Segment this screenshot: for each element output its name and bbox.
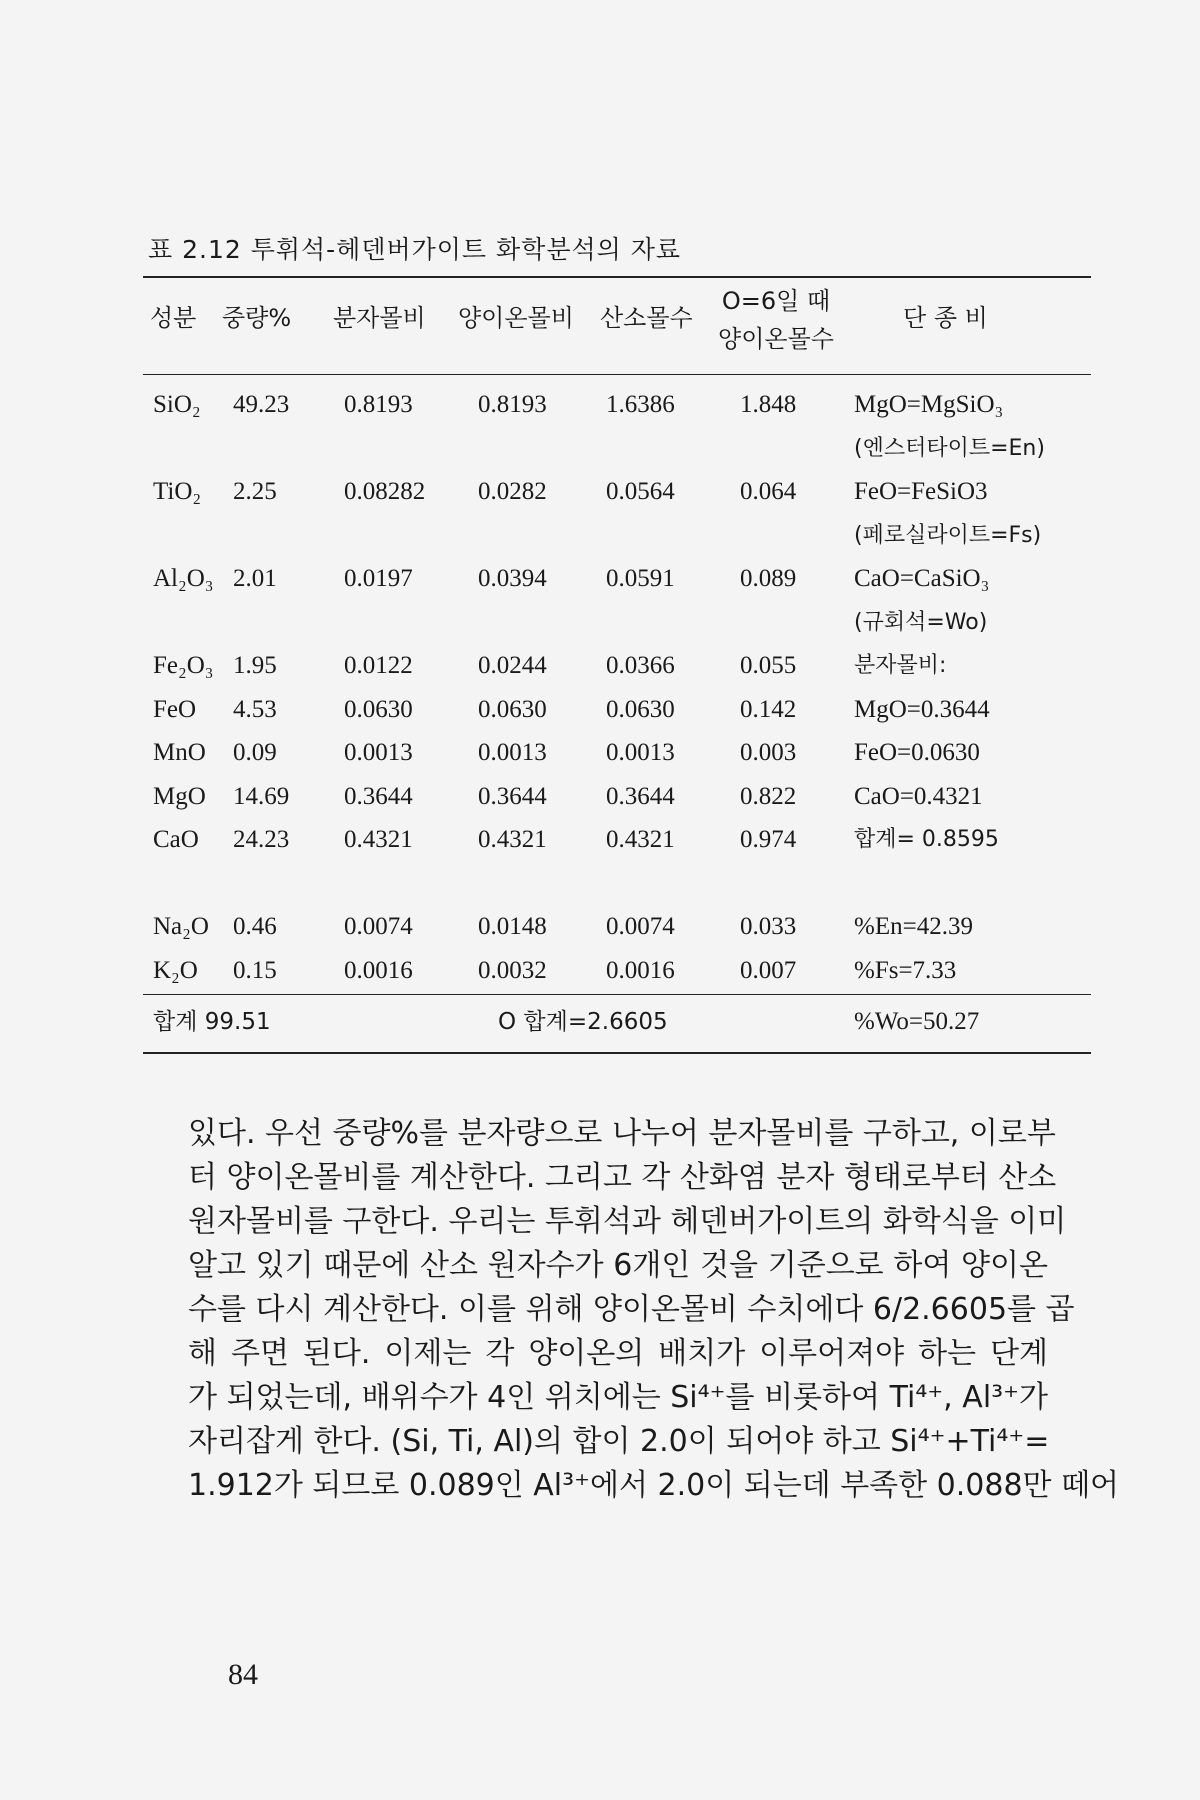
cell-cation-prop: 0.0282 <box>478 478 547 505</box>
cell-note: %Fs=7.33 <box>854 957 957 984</box>
cell-oxide: Al₂O₃ <box>153 565 214 592</box>
body-line: 1.912가 되므로 0.089인 Al³⁺에서 2.0이 되는데 부족한 0.088만 떼어 <box>188 1468 1120 1503</box>
totals-top-rule <box>143 994 1091 995</box>
body-line: 자리잡게 한다. (Si, Ti, Al)의 합이 2.0이 되어야 하고 Si⁴⁺+Ti⁴⁺= <box>188 1424 1050 1459</box>
cell-oxygen-num: 0.0013 <box>606 739 675 766</box>
cell-o6: 0.033 <box>740 913 797 940</box>
cell-weight: 24.23 <box>233 826 290 853</box>
body-line: 알고 있기 때문에 산소 원자수가 6개인 것을 기준으로 하여 양이온 <box>188 1248 1048 1283</box>
cell-note: CaO=CaSiO₃ <box>854 565 990 592</box>
cell-weight: 0.15 <box>233 957 277 984</box>
body-line: 해 주면 된다. 이제는 각 양이온의 배치가 이루어져야 하는 단계 <box>188 1336 1048 1371</box>
cell-oxide: CaO <box>153 826 199 853</box>
cell-weight: 0.46 <box>233 913 277 940</box>
cell-cation-prop: 0.0244 <box>478 652 547 679</box>
header-oxygen-num: 산소몰수 <box>600 304 693 332</box>
cell-oxide: K₂O <box>153 957 198 984</box>
cell-weight: 2.01 <box>233 565 277 592</box>
header-component: 성분 <box>150 304 197 332</box>
cell-oxide: TiO₂ <box>153 478 202 505</box>
header-cation-prop: 양이온몰비 <box>458 304 574 332</box>
cell-mol-prop: 0.4321 <box>344 826 413 853</box>
totals-label: 합계 99.51 <box>153 1009 271 1035</box>
cell-oxide: FeO <box>153 696 197 723</box>
cell-mol-prop: 0.0197 <box>344 565 413 592</box>
cell-weight: 1.95 <box>233 652 277 679</box>
cell-note: (엔스터타이트=En) <box>854 436 1045 461</box>
cell-cation-prop: 0.8193 <box>478 391 547 418</box>
cell-oxygen-num: 0.4321 <box>606 826 675 853</box>
cell-note: FeO=0.0630 <box>854 739 980 766</box>
cell-o6: 0.055 <box>740 652 797 679</box>
cell-weight: 14.69 <box>233 783 290 810</box>
cell-oxide: SiO₂ <box>153 391 201 418</box>
cell-o6: 0.007 <box>740 957 797 984</box>
cell-oxygen-num: 0.0630 <box>606 696 675 723</box>
cell-mol-prop: 0.0122 <box>344 652 413 679</box>
cell-cation-prop: 0.0032 <box>478 957 547 984</box>
cell-mol-prop: 0.8193 <box>344 391 413 418</box>
totals-wo: %Wo=50.27 <box>854 1008 980 1035</box>
body-line: 있다. 우선 중량%를 분자량으로 나누어 분자몰비를 구하고, 이로부 <box>188 1116 1056 1151</box>
cell-o6: 0.003 <box>740 739 797 766</box>
cell-mol-prop: 0.0013 <box>344 739 413 766</box>
cell-note: CaO=0.4321 <box>854 783 983 810</box>
cell-mol-prop: 0.3644 <box>344 783 413 810</box>
header-o6 <box>712 282 840 358</box>
cell-o6: 0.089 <box>740 565 797 592</box>
cell-note: FeO=FeSiO3 <box>854 478 988 505</box>
cell-mol-prop: 0.0074 <box>344 913 413 940</box>
table-bottom-rule <box>143 1052 1091 1054</box>
table-top-rule <box>143 276 1091 278</box>
cell-o6: 0.822 <box>740 783 797 810</box>
body-line: 가 되었는데, 배위수가 4인 위치에는 Si⁴⁺를 비롯하여 Ti⁴⁺, Al³⁺가 <box>188 1380 1048 1415</box>
page-number: 84 <box>228 1658 258 1691</box>
cell-o6: 0.142 <box>740 696 797 723</box>
body-line: 원자몰비를 구한다. 우리는 투휘석과 헤덴버가이트의 화학식을 이미 <box>188 1204 1067 1239</box>
cell-weight: 49.23 <box>233 391 290 418</box>
cell-note: MgO=MgSiO₃ <box>854 391 1004 418</box>
cell-o6: 0.064 <box>740 478 797 505</box>
cell-cation-prop: 0.0148 <box>478 913 547 940</box>
header-weight: 중량% <box>222 304 292 332</box>
body-line: 수를 다시 계산한다. 이를 위해 양이온몰비 수치에다 6/2.6605를 곱 <box>188 1292 1075 1327</box>
cell-cation-prop: 0.0630 <box>478 696 547 723</box>
cell-oxygen-num: 0.0591 <box>606 565 675 592</box>
cell-note: 합계= 0.8595 <box>854 827 999 852</box>
cell-mol-prop: 0.08282 <box>344 478 426 505</box>
cell-oxygen-num: 0.3644 <box>606 783 675 810</box>
cell-cation-prop: 0.3644 <box>478 783 547 810</box>
cell-cation-prop: 0.4321 <box>478 826 547 853</box>
cell-mol-prop: 0.0016 <box>344 957 413 984</box>
cell-mol-prop: 0.0630 <box>344 696 413 723</box>
cell-oxide: Fe₂O₃ <box>153 652 214 679</box>
cell-oxygen-num: 0.0016 <box>606 957 675 984</box>
cell-note: 분자몰비: <box>854 653 947 678</box>
cell-weight: 0.09 <box>233 739 277 766</box>
totals-oxygen-sum: O 합계=2.6605 <box>498 1009 668 1035</box>
body-line: 터 양이온몰비를 계산한다. 그리고 각 산화염 분자 형태로부터 산소 <box>188 1160 1057 1195</box>
cell-cation-prop: 0.0013 <box>478 739 547 766</box>
cell-cation-prop: 0.0394 <box>478 565 547 592</box>
body-paragraph <box>188 1112 1120 1508</box>
header-mol-prop: 분자몰비 <box>333 304 426 332</box>
cell-oxide: MnO <box>153 739 206 766</box>
table-caption: 표 2.12 투휘석-헤덴버가이트 화학분석의 자료 <box>148 235 682 264</box>
header-endmember: 단 종 비 <box>903 304 988 332</box>
cell-note: MgO=0.3644 <box>854 696 990 723</box>
cell-note: %En=42.39 <box>854 913 973 940</box>
cell-note: (페로실라이트=Fs) <box>854 523 1042 548</box>
cell-oxygen-num: 1.6386 <box>606 391 675 418</box>
header-bottom-rule <box>143 374 1091 375</box>
cell-oxide: Na₂O <box>153 913 209 940</box>
cell-o6: 0.974 <box>740 826 797 853</box>
cell-oxygen-num: 0.0074 <box>606 913 675 940</box>
cell-oxygen-num: 0.0366 <box>606 652 675 679</box>
cell-weight: 4.53 <box>233 696 277 723</box>
cell-o6: 1.848 <box>740 391 797 418</box>
cell-oxide: MgO <box>153 783 206 810</box>
cell-oxygen-num: 0.0564 <box>606 478 675 505</box>
header-o6-line1: O=6일 때 <box>721 287 831 315</box>
header-o6-line2: 양이온몰수 <box>718 325 834 353</box>
cell-note: (규회석=Wo) <box>854 610 988 635</box>
cell-weight: 2.25 <box>233 478 277 505</box>
